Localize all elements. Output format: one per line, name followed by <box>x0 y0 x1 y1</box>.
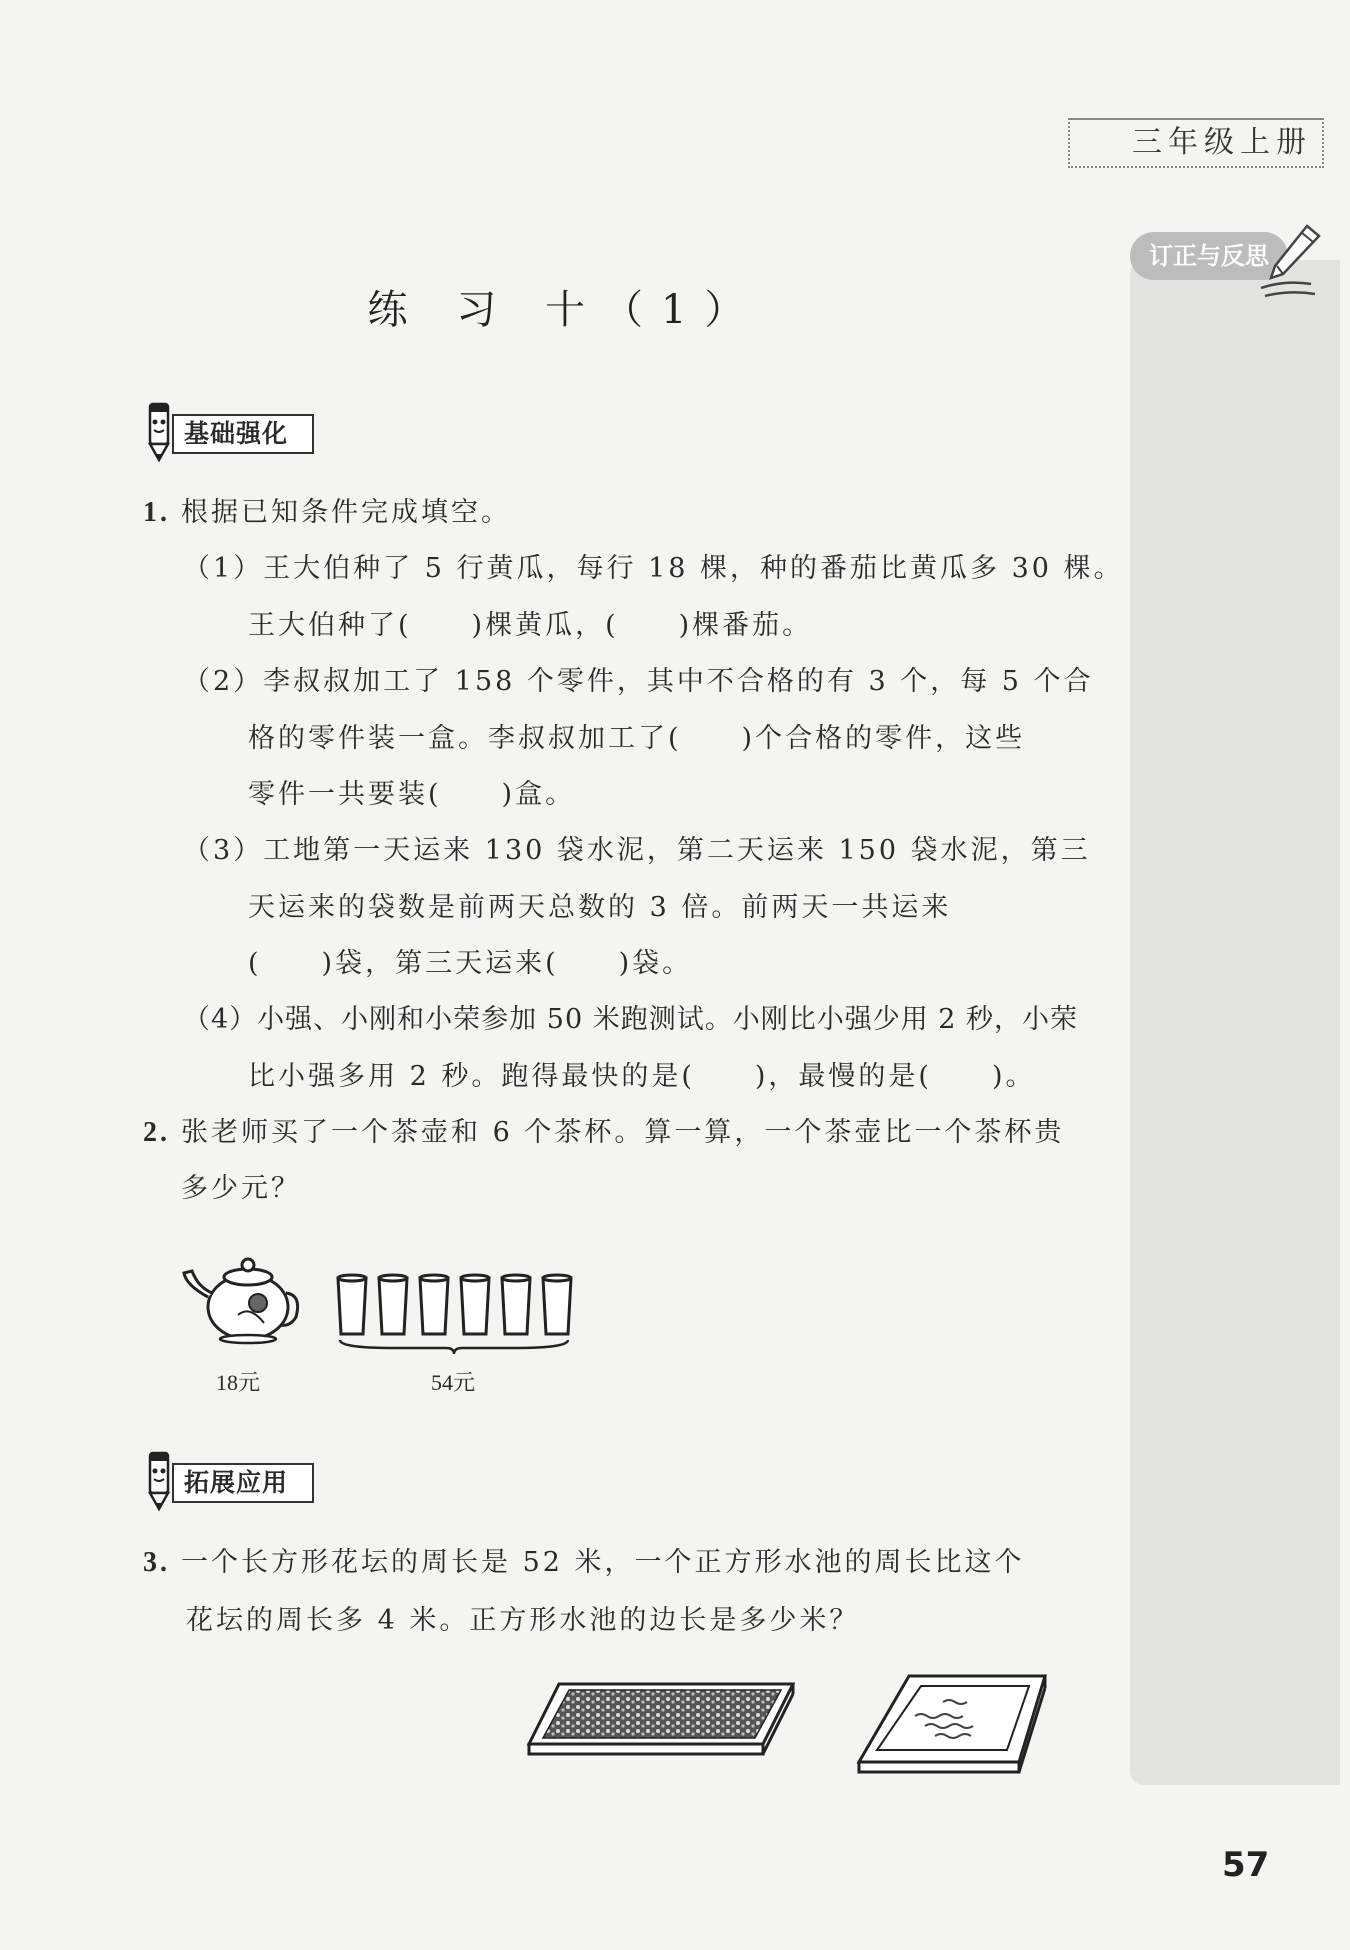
q3-line2: 花坛的周长多 4 米。正方形水池的边长是多少米？ <box>186 1605 860 1636</box>
q3-line1 <box>143 1540 1025 1579</box>
q1-p4-line1: （4）小强、小刚和小荣参加 50 米跑测试。小刚比小强少用 2 秒，小荣 <box>183 1004 1079 1035</box>
q2-line2: 多少元？ <box>181 1173 301 1204</box>
cups-illustration <box>334 1272 584 1357</box>
q1-p1-line1: （1）王大伯种了 5 行黄瓜，每行 18 棵，种的番茄比黄瓜多 30 棵。 <box>183 553 1124 584</box>
grade-text: 三年级上册 <box>1132 125 1312 160</box>
page-title: 练 习 十（1） <box>367 287 763 333</box>
grade-label <box>1068 118 1324 168</box>
q3-number: 3. <box>143 1547 170 1578</box>
pool-illustration <box>855 1672 1050 1780</box>
q1-number: 1. <box>143 497 170 528</box>
correction-tag: 订正与反思 <box>1130 232 1288 280</box>
q1-p3-line1: （3）工地第一天运来 130 袋水泥，第二天运来 150 袋水泥，第三 <box>183 835 1091 866</box>
correction-panel <box>1130 260 1340 1785</box>
q1-p1-line2: 王大伯种了( )棵黄瓜，( )棵番茄。 <box>248 610 813 641</box>
pencil-icon <box>1255 222 1325 302</box>
teapot-illustration <box>178 1235 303 1345</box>
section-extend-label: 拓展应用 <box>172 1463 314 1503</box>
q1-p2-line1: （2）李叔叔加工了 158 个零件，其中不合格的有 3 个，每 5 个合 <box>183 666 1094 697</box>
cups-price: 54元 <box>431 1370 476 1395</box>
q2-line1-text: 张老师买了一个茶壶和 6 个茶杯。算一算，一个茶壶比一个茶杯贵 <box>181 1117 1065 1148</box>
q1-p3-line2: 天运来的袋数是前两天总数的 3 倍。前两天一共运来 <box>248 892 952 923</box>
q1-p2-line2: 格的零件装一盒。李叔叔加工了( )个合格的零件，这些 <box>248 723 1026 754</box>
q1-stem-text: 根据已知条件完成填空。 <box>181 497 511 528</box>
q1-stem <box>143 490 511 529</box>
q1-p2-line3: 零件一共要装( )盒。 <box>248 779 576 810</box>
q2-number: 2. <box>143 1117 170 1148</box>
page-number: 57 <box>1222 1845 1270 1885</box>
q3-line1-text: 一个长方形花坛的周长是 52 米，一个正方形水池的周长比这个 <box>181 1547 1025 1578</box>
q1-p3-line3: ( )袋，第三天运来( )袋。 <box>248 948 693 979</box>
teapot-price: 18元 <box>216 1370 261 1395</box>
flowerbed-illustration <box>525 1680 795 1762</box>
q1-p4-line2: 比小强多用 2 秒。跑得最快的是( )，最慢的是( )。 <box>248 1061 1036 1092</box>
q2-line1 <box>143 1110 1064 1149</box>
section-basic-label: 基础强化 <box>172 414 314 454</box>
